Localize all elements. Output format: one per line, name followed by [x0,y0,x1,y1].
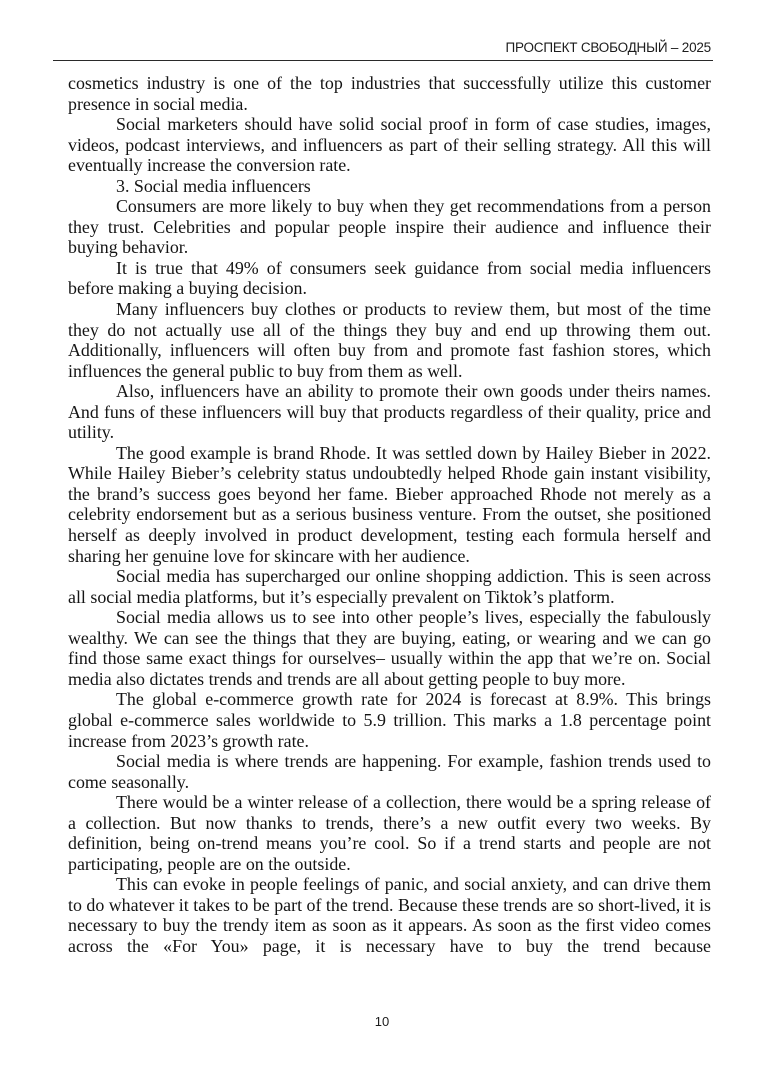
paragraph: Social media allows us to see into other people’s lives, especially the fabulously wealthy. We can see the things that they are buying, eating, or wearing and we can go find those same exact things for ourselves– usually within the app that we’re on. Social media also dictates trends and trends are all about getting people to buy more. [68,607,711,689]
paragraph: Social marketers should have solid social proof in form of case studies, images, videos, podcast interviews, and influencers as part of their selling strategy. All this will eventually increase the conversion rate. [68,114,711,176]
paragraph: It is true that 49% of consumers seek guidance from social media influencers before making a buying decision. [68,257,711,299]
paragraph: 3. Social media influencers [116,175,311,196]
paragraph: Also, influencers have an ability to promote their own goods under theirs names. And funs of these influencers will buy that products regardless of their quality, price and utility. [68,381,711,443]
page-body [68,73,711,957]
paragraph: Social media has supercharged our online shopping addiction. This is seen across all social media platforms, but it’s especially prevalent on Tiktok’s platform. [68,566,711,607]
paragraph: cosmetics industry is one of the top industries that successfully utilize this customer presence in social media. [68,73,711,114]
running-header: ПРОСПЕКТ СВОБОДНЫЙ – 2025 [505,40,711,55]
paragraph: There would be a winter release of a collection, there would be a spring release of a collection. But now thanks to trends, there’s a new outfit every two weeks. By definition, being on-trend means you’re cool. So if a trend starts and people are not participating, people are on the outside. [68,792,711,874]
paragraph: The global e-commerce growth rate for 2024 is forecast at 8.9%. This brings global e-commerce sales worldwide to 5.9 trillion. This marks a 1.8 percentage point increase from 2023’s growth rate. [68,689,711,751]
paragraph: Consumers are more likely to buy when they get recommendations from a person they trust. Celebrities and popular people inspire their audience and influence their buying behavior. [68,196,711,258]
paragraph: Many influencers buy clothes or products to review them, but most of the time they do not actually use all of the things they buy and end up throwing them out. Additionally, influencers will often buy from and promote fast fashion stores, which influences the general public to buy from them as well. [68,299,711,381]
paragraph: This can evoke in people feelings of panic, and social anxiety, and can drive them to do whatever it takes to be part of the trend. Because these trends are so short-lived, it is necessary to buy the trendy item as soon as it appears. As soon as the first video comes across the «For You» page, it is necessary have to buy the trend because [68,874,711,956]
paragraph: The good example is brand Rhode. It was settled down by Hailey Bieber in 2022. While Hailey Bieber’s celebrity status undoubtedly helped Rhode gain instant visibility, the brand’s success goes beyond her fame. Bieber approached Rhode not merely as a celebrity endorsement but as a serious business venture. From the outset, she positioned herself as deeply involved in product development, testing each formula herself and sharing her genuine love for skincare with her audience. [68,442,711,566]
header-rule [53,60,713,61]
paragraph: Social media is where trends are happening. For example, fashion trends used to come seasonally. [68,751,711,792]
page-number: 10 [374,1014,390,1029]
